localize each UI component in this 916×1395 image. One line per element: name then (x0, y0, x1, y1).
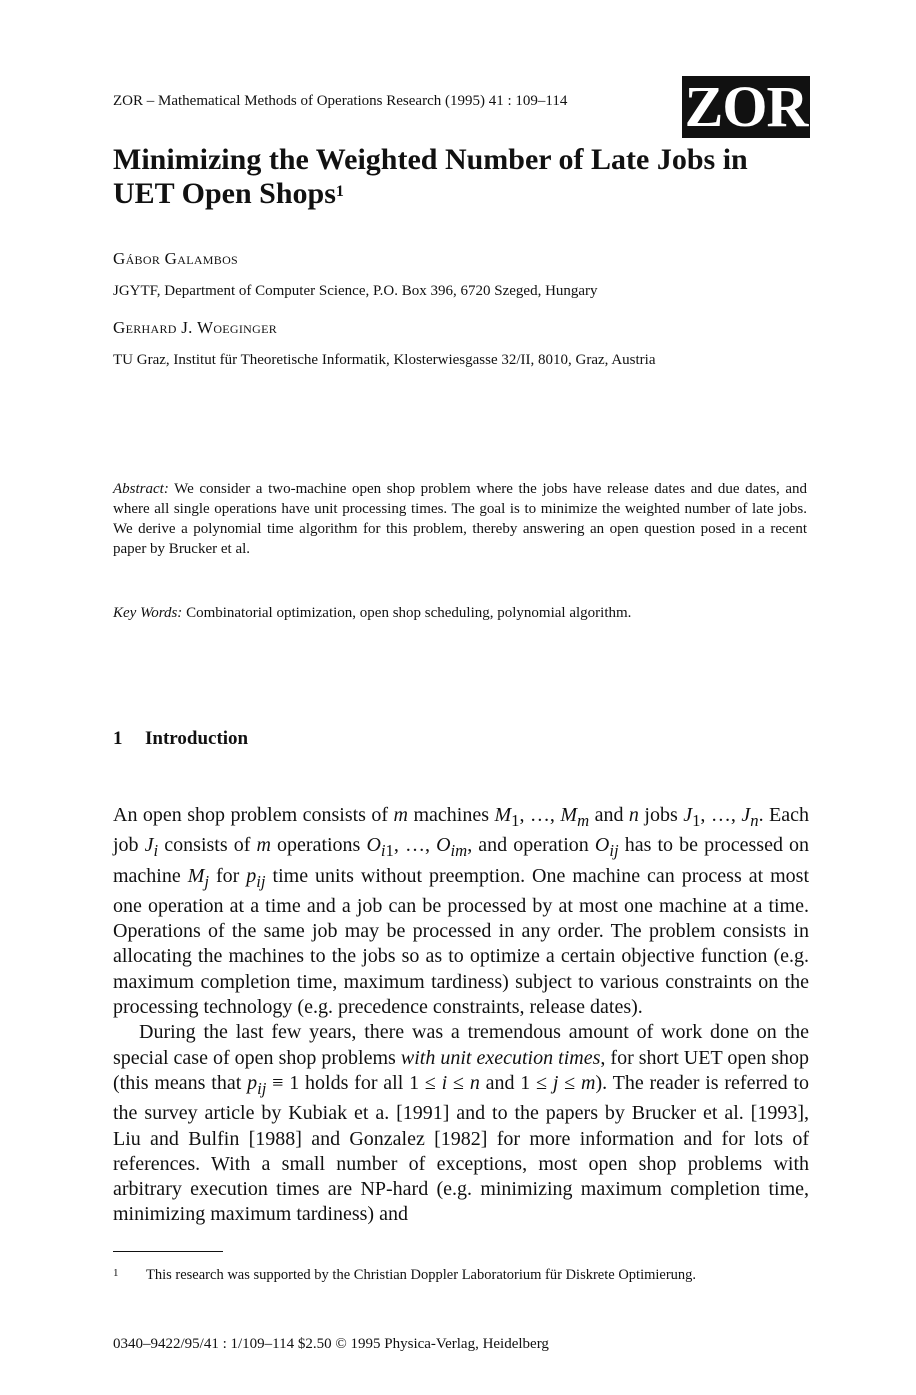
keywords-text: Combinatorial optimization, open shop scheduling, polynomial algorithm. (186, 605, 632, 621)
paragraph-2: During the last few years, there was a tremendous amount of work done on the special case of open shop problems with unit execution times, for short UET open shop (this means that $p_{ij} \equiv 1$ holds for all 1 ≤ i ≤ n and 1 ≤ j ≤ m). The reader is referred to the survey article by Kubiak et a. [1991] and to the papers by Brucker et al. [1993], Liu and Bulfin [1988] and Gonzalez [1982] for more information and for lots of references. With a small number of exceptions, most open shop problems with arbitrary execution times are NP-hard (e.g. minimizing maximum completion time, minimizing maximum tardiness) and (113, 1021, 810, 1226)
author-2-name: Gerhard J. Woeginger (113, 318, 278, 337)
section-title: Introduction (145, 728, 249, 749)
copyright-line: 0340–9422/95/41 : 1/109–114 $2.50 © 1995 Physica-Verlag, Heidelberg (113, 1336, 549, 1352)
abstract-text: We consider a two-machine open shop problem where the jobs have release dates and due dates, and where all single operations have unit processing times. The goal is to minimize the weighted number of late jobs. We derive a polynomial time algorithm for this problem, thereby answering an open question posed in a recent paper by Brucker et al. (113, 481, 807, 557)
keywords (113, 605, 807, 622)
journal-logo: ZOR (682, 76, 810, 138)
author-2-affiliation: TU Graz, Institut für Theoretische Informatik, Klosterwiesgasse 32/II, 8010, Graz, Austria (113, 352, 656, 368)
footnote-mark: 1 (113, 1267, 119, 1279)
abstract-label: Abstract: (113, 481, 169, 497)
body-text (113, 803, 809, 1228)
footnote-rule (113, 1251, 223, 1252)
keywords-label: Key Words: (113, 605, 183, 621)
title-footnote-mark: 1 (335, 183, 344, 200)
section-number: 1 (113, 728, 123, 749)
author-1-name: Gábor Galambos (113, 249, 239, 268)
title-line-2: UET Open Shops (113, 177, 336, 210)
abstract (113, 479, 807, 559)
journal-header: ZOR – Mathematical Methods of Operations Research (1995) 41 : 109–114 (113, 93, 568, 109)
footnote (113, 1267, 813, 1284)
title-line-1: Minimizing the Weighted Number of Late Jobs in (113, 143, 748, 176)
paper-title (113, 143, 813, 211)
footnote-text: This research was supported by the Christian Doppler Laboratorium für Diskrete Optimierung. (146, 1267, 697, 1283)
paragraph-1: An open shop problem consists of m machines $M_1$, …, $M_m$ and n jobs $J_1$, …, $J_n$. Each job $J_i$ consists of m operations $O_{i1}$, …, $O_{im}$, and operation $O_{ij}$ has to be processed on machine $M_j$ for $p_{ij}$ time units without preemption. One machine can process at most one operation at a time and a job can be processed by at most one machine at a time. Operations of the same job may be processed in any order. The problem consists in allocating the machines to the jobs so as to optimize a certain objective function (e.g. maximum completion time, maximum tardiness) subject to various constraints on the processing technology (e.g. precedence constraints, release dates). (113, 804, 810, 1019)
section-heading (113, 728, 248, 750)
author-1-affiliation: JGYTF, Department of Computer Science, P.O. Box 396, 6720 Szeged, Hungary (113, 283, 598, 299)
